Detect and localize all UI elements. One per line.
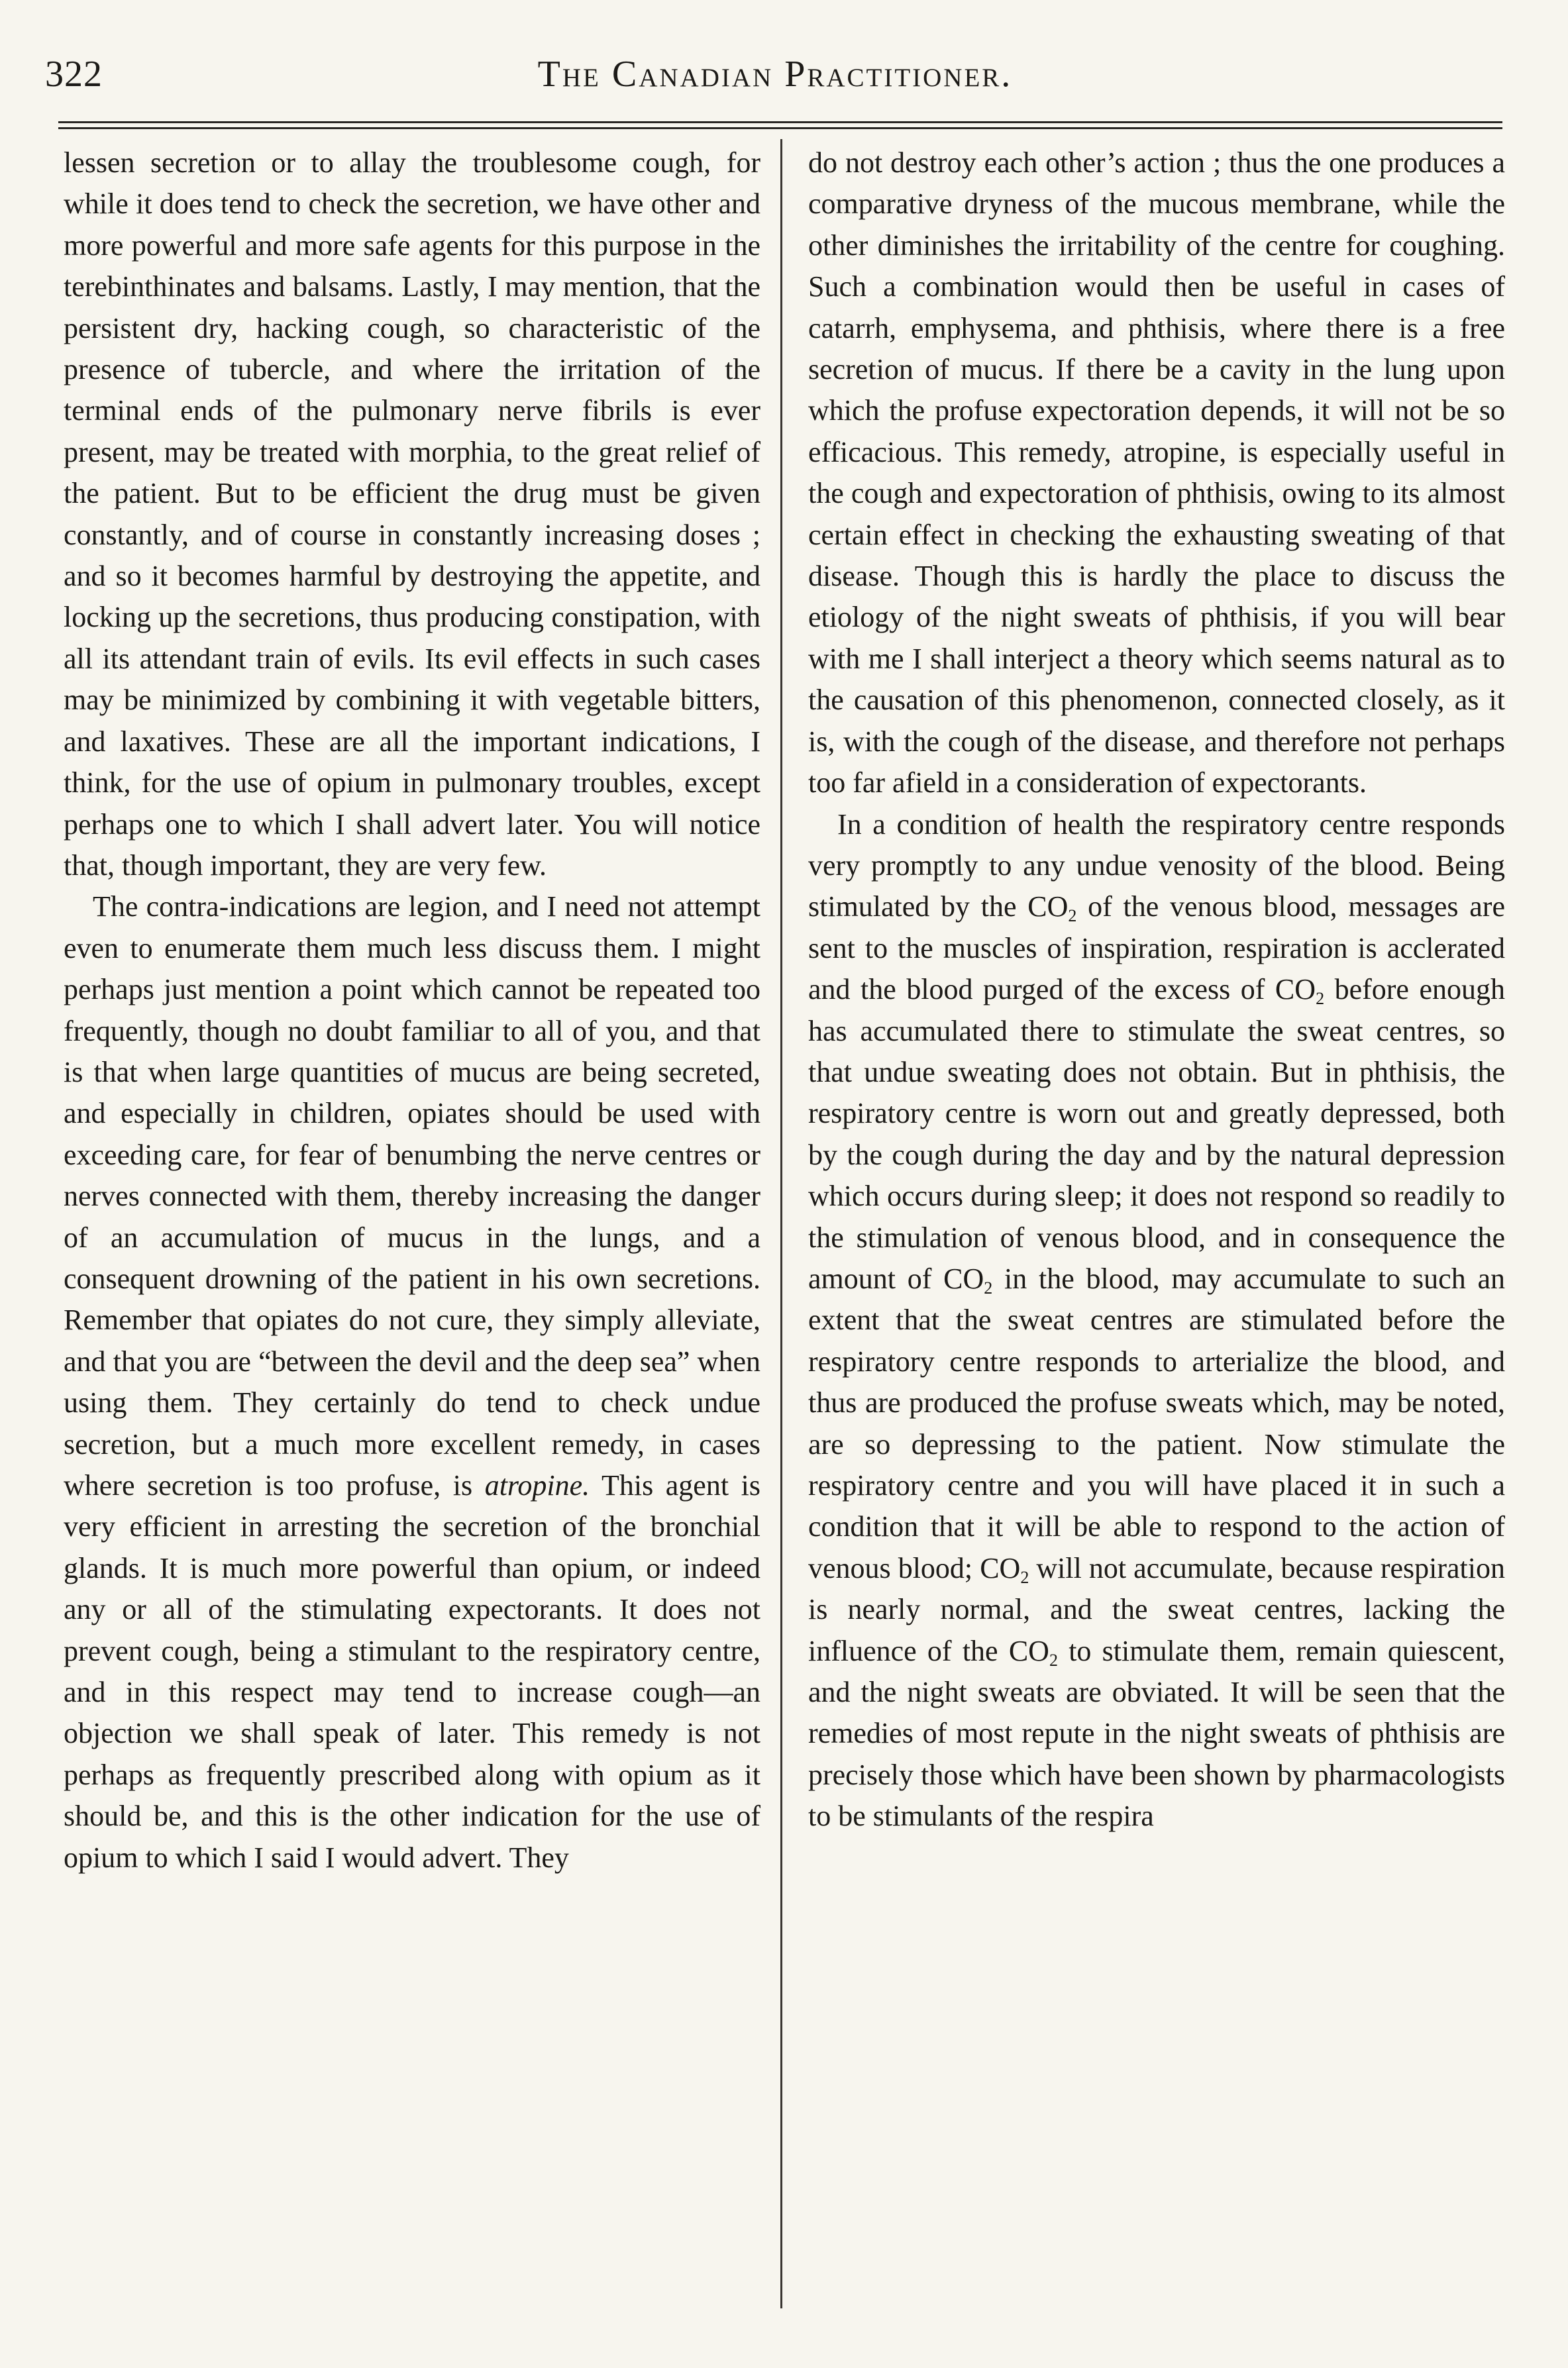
text-run: of the venous blood, messages are sent to the muscles of inspiration, respiration is acclerated and the blood purged of the excess of CO (808, 890, 1505, 1006)
paragraph-respiratory-centre (808, 804, 1505, 1837)
column-divider (780, 139, 782, 2308)
subscript-2: 2 (1020, 1567, 1029, 1587)
text-run: In a condition of health the respiratory centre responds very promptly to any undue venosity of the blood. Being stimulated by the CO (808, 807, 1505, 923)
left-column (64, 142, 760, 1879)
paragraph-atropine-combination: do not destroy each other’s action ; thus the one produces a comparative dryness of the mucous membrane, while the other diminishes the irritability of the centre for coughing. Such a combination would then be useful in cases of catarrh, emphysema, and phthisis, where there is a free secretion of mucus. If there be a cavity in the lung upon which the profuse expectoration depends, it will not be so efficacious. This remedy, atropine, is especially useful in the cough and expectoration of phthisis, owing to its almost certain effect in checking the exhausting sweating of that disease. Though this is hardly the place to discuss the etiology of the night sweats of phthisis, if you will bear with me I shall interject a theory which seems natural as to the causation of this phenomenon, connected closely, as it is, with the cough of the disease, and therefore not perhaps too far afield in a consideration of expectorants. (808, 146, 1505, 799)
italic-term-atropine: atropine. (484, 1469, 590, 1502)
page-header (40, 46, 1510, 113)
page-number: 322 (45, 54, 103, 95)
text-run: The contra-indications are legion, and I need not attempt even to enumerate them much less discuss them. I might perhaps just mention a point which cannot be repeated too frequently, though no doubt familiar to all of you, and that is that when large quantities of mucus are being secreted, and especially in children, opiates should be used with exceeding care, for fear of benumbing the nerve centres or nerves connected with them, thereby increasing the danger of an accumulation of mucus in the lungs, and a consequent drowning of the patient in his own secretions. Remember that opiates do not cure, they simply alleviate, and that you are “between the devil and the deep sea” when using them. They certainly do tend to check undue secretion, but a much more excellent remedy, in cases where secretion is too profuse, is (64, 890, 760, 1502)
running-title: The Canadian Practitioner. (537, 54, 1013, 95)
right-column (808, 142, 1505, 1837)
header-double-rule (58, 121, 1502, 129)
text-run: in the blood, may accumulate to such an extent that the sweat centres are stimulated before the respiratory centre responds to arterialize the blood, and thus are produced the profuse sweats which, may be noted, are so depressing to the patient. Now stimulate the respiratory centre and you will have placed it in such a condition that it will be able to respond to the action of venous blood; CO (808, 1262, 1505, 1584)
subscript-2: 2 (984, 1278, 993, 1298)
text-run: to stimulate them, remain quiescent, and the night sweats are obviated. It will be seen that the remedies of most repute in the night sweats of phthisis are precisely those which have been shown by pharmacologists to be stimulants of the respira (808, 1634, 1506, 1833)
subscript-2: 2 (1049, 1650, 1058, 1670)
paragraph-contra-indications (64, 886, 760, 1879)
subscript-2: 2 (1068, 906, 1077, 926)
text-run: before enough has accumulated there to stimulate the sweat centres, so that undue sweating does not obtain. But in phthisis, the respiratory centre is worn out and greatly depressed, both by the cough during the day and by the natural depression which occurs during sleep; it does not respond so readily to the stimulation of venous blood, and in consequence the amount of CO (808, 973, 1505, 1295)
paragraph-opium-indications: lessen secretion or to allay the troublesome cough, for while it does tend to check the secretion, we have other and more powerful and more safe agents for this purpose in the terebinthinates and balsams. Lastly, I may mention, that the persistent dry, hacking cough, so characteristic of the presence of tubercle, and where the irritation of the terminal ends of the pulmonary nerve fibrils is ever present, may be treated with morphia, to the great relief of the patient. But to be efficient the drug must be given constantly, and of course in constantly increasing doses ; and so it becomes harmful by destroying the appetite, and locking up the secretions, thus producing constipation, with all its attendant train of evils. Its evil effects in such cases may be minimized by combining it with vegetable bitters, and laxatives. These are all the important indications, I think, for the use of opium in pulmonary troubles, except perhaps one to which I shall advert later. You will notice that, though important, they are very few. (64, 146, 760, 882)
text-run: will not accumulate, because respiration is nearly normal, and the sweat centres, lacking the influence of the CO (808, 1551, 1505, 1667)
subscript-2: 2 (1316, 989, 1325, 1009)
text-run: This agent is very efficient in arresting the secretion of the bronchial glands. It is much more powerful than opium, or indeed any or all of the stimulating expectorants. It does not prevent cough, being a stimulant to the respiratory centre, and in this respect may tend to increase cough—an objection we shall speak of later. This remedy is not perhaps as frequently prescribed along with opium as it should be, and this is the other indication for the use of opium to which I said I would advert. They (64, 1469, 760, 1874)
